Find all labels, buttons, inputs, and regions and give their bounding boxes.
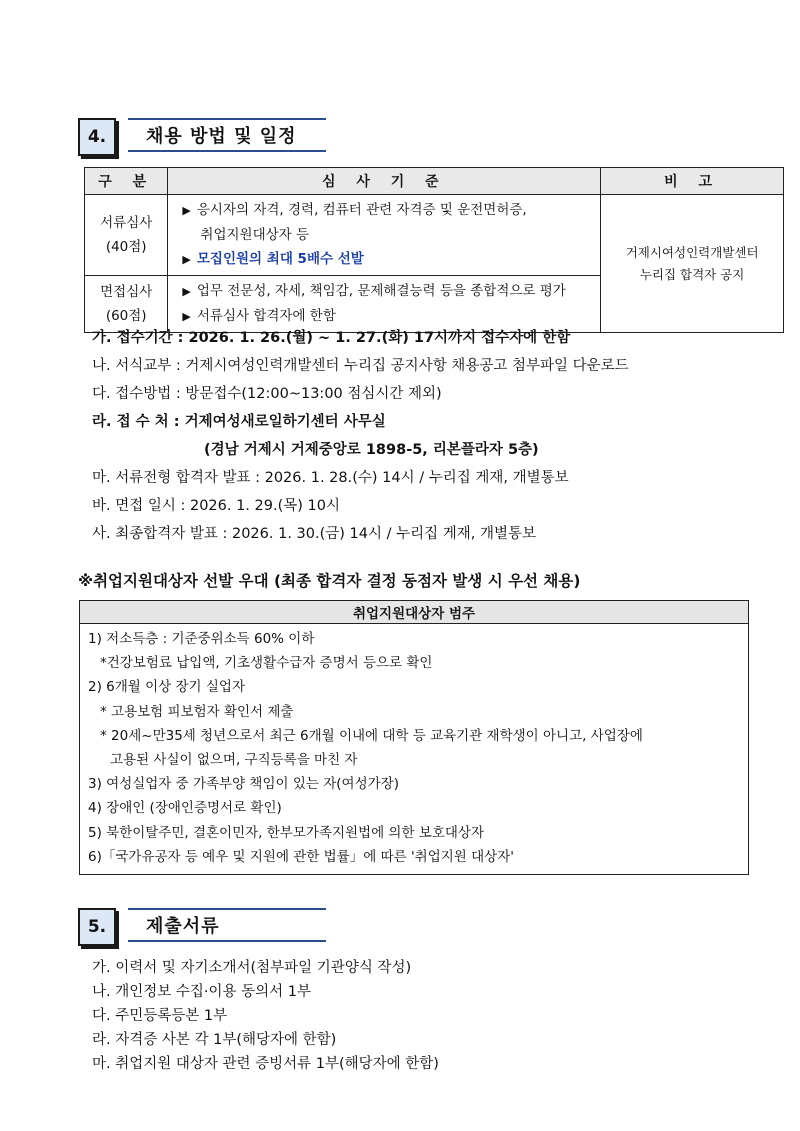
category-points: (60점) xyxy=(105,308,147,324)
triangle-right-icon: ▶ xyxy=(182,204,191,217)
category-label: 면접심사 xyxy=(100,284,153,300)
list-item: * 20세~만35세 청년으로서 최근 6개월 이내에 대학 등 교육기관 재학생이 아니고, 사업장에 xyxy=(100,727,643,744)
list-item: 4) 장애인 (장애인증명서로 확인) xyxy=(88,800,282,817)
schedule-item: 마. 서류전형 합격자 발표 : 2026. 1. 28.(수) 14시 / 누리집 게재, 개별통보 xyxy=(92,470,569,486)
header-note: 비 고 xyxy=(601,168,784,195)
list-item: 5) 북한이탈주민, 결혼이민자, 한부모가족지원법에 의한 보호대상자 xyxy=(88,824,485,841)
preference-notice: ※취업지원대상자 선발 우대 (최종 합격자 결정 동점자 발생 시 우선 채용) xyxy=(78,572,581,590)
schedule-address: (경남 거제시 거제중앙로 1898-5, 리본플라자 5층) xyxy=(204,442,539,458)
schedule-item: 다. 접수방법 : 방문접수(12:00~13:00 점심시간 제외) xyxy=(92,386,442,402)
category-label: 서류심사 xyxy=(100,215,153,231)
note-cell xyxy=(601,195,784,333)
table-header-row xyxy=(85,168,784,195)
schedule-item: 사. 최종합격자 발표 : 2026. 1. 30.(금) 14시 / 누리집 게재, 개별통보 xyxy=(92,526,536,542)
section-number: 5. xyxy=(78,908,116,946)
list-item: *건강보험료 납입액, 기초생활수급자 증명서 등으로 확인 xyxy=(100,655,433,672)
list-item: ▶ 업무 전문성, 자세, 책임감, 문제해결능력 등을 종합적으로 평가 xyxy=(182,283,566,299)
schedule-item: 나. 서식교부 : 거제시여성인력개발센터 누리집 공지사항 채용공고 첨부파일 다운로드 xyxy=(92,358,629,374)
screening-criteria-table xyxy=(84,167,784,333)
note-line: 누리집 합격자 공지 xyxy=(639,266,745,282)
header-category: 구 분 xyxy=(85,168,168,195)
table-row xyxy=(80,624,749,875)
document-item: 가. 이력서 및 자기소개서(첨부파일 기관양식 작성) xyxy=(92,960,412,976)
eligibility-list xyxy=(80,624,749,875)
table-row xyxy=(85,195,784,276)
note-line: 거제시여성인력개발센터 xyxy=(625,244,759,260)
table-header-row xyxy=(80,601,749,624)
document-item: 마. 취업지원 대상자 관련 증빙서류 1부(해당자에 한함) xyxy=(92,1056,439,1072)
triangle-right-icon: ▶ xyxy=(182,253,191,266)
list-item: * 고용보험 피보험자 확인서 제출 xyxy=(100,703,294,720)
category-points: (40점) xyxy=(105,239,147,255)
list-item: 1) 저소득층 : 기준중위소득 60% 이하 xyxy=(88,631,315,647)
list-item: ▶ 서류심사 합격자에 한함 xyxy=(182,308,336,324)
document-item: 라. 자격증 사본 각 1부(해당자에 한함) xyxy=(92,1032,337,1048)
eligibility-header: 취업지원대상자 범주 xyxy=(80,601,749,624)
interview-category xyxy=(85,276,168,333)
section-title: 제출서류 xyxy=(128,908,326,942)
list-item-continuation: 취업지원대상자 등 xyxy=(200,227,310,243)
triangle-right-icon: ▶ xyxy=(182,285,191,298)
header-criteria: 심 사 기 준 xyxy=(168,168,601,195)
list-item: 고용된 사실이 없으며, 구직등록을 마친 자 xyxy=(110,752,358,769)
interview-criteria xyxy=(168,276,601,333)
schedule-item: 가. 접수기간 : 2026. 1. 26.(월) ~ 1. 27.(화) 17시까지 접수자에 한함 xyxy=(92,330,571,346)
list-item: 3) 여성실업자 중 가족부양 책임이 있는 자(여성가장) xyxy=(88,776,399,793)
eligibility-table xyxy=(79,600,749,875)
section-number: 4. xyxy=(78,118,116,156)
doc-review-criteria xyxy=(168,195,601,276)
document-item: 나. 개인정보 수집·이용 동의서 1부 xyxy=(92,984,311,1000)
section-title: 채용 방법 및 일정 xyxy=(128,118,326,152)
document-item: 다. 주민등록등본 1부 xyxy=(92,1008,228,1024)
list-item: 2) 6개월 이상 장기 실업자 xyxy=(88,679,245,696)
highlight-text: 모집인원의 최대 5배수 선발 xyxy=(196,251,364,267)
schedule-item: 바. 면접 일시 : 2026. 1. 29.(목) 10시 xyxy=(92,498,340,514)
schedule-item: 라. 접 수 처 : 거제여성새로일하기센터 사무실 xyxy=(92,414,386,430)
list-item xyxy=(182,247,596,272)
triangle-right-icon: ▶ xyxy=(182,310,191,323)
doc-review-category xyxy=(85,195,168,276)
list-item: ▶ 응시자의 자격, 경력, 컴퓨터 관련 자격증 및 운전면허증, xyxy=(182,202,527,218)
list-item: 6)「국가유공자 등 예우 및 지원에 관한 법률」에 따른 '취업지원 대상자' xyxy=(88,848,514,865)
